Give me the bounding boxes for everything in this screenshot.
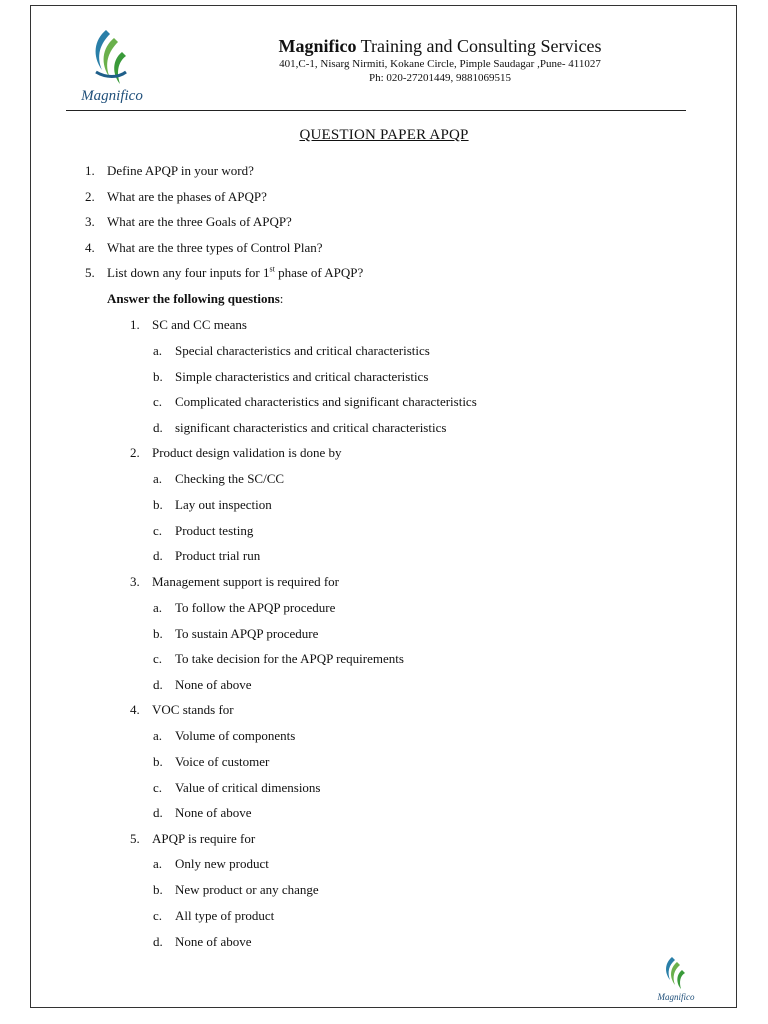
mcq-option: a. To follow the APQP procedure <box>153 600 336 615</box>
mcq-option: b. Voice of customer <box>153 754 270 769</box>
mcq-option: c. All type of product <box>153 908 275 923</box>
question-item: 4. What are the three types of Control Plan? <box>85 240 323 255</box>
mcq-option: a. Only new product <box>153 856 269 871</box>
magnifico-footer-logo <box>650 955 702 1003</box>
letterhead <box>200 35 680 85</box>
magnifico-logo <box>66 26 158 106</box>
question-item: 2. What are the phases of APQP? <box>85 189 267 204</box>
company-name: Magnifico Training and Consulting Services <box>278 36 602 56</box>
mcq-option: b. Lay out inspection <box>153 497 272 512</box>
mcq-question: 2. Product design validation is done by <box>130 445 342 460</box>
question-item: 3. What are the three Goals of APQP? <box>85 214 292 229</box>
mcq-option: c. To take decision for the APQP requirements <box>153 651 404 666</box>
page-title: QUESTION PAPER APQP <box>299 127 469 143</box>
mcq-option: d. significant characteristics and critical characteristics <box>153 420 447 435</box>
question-item: 5. List down any four inputs for 1st phase of APQP? <box>85 264 364 280</box>
mcq-option: d. None of above <box>153 805 252 820</box>
section-heading: Answer the following questions: <box>107 291 284 306</box>
mcq-option: c. Product testing <box>153 523 254 538</box>
mcq-question: 4. VOC stands for <box>130 702 234 717</box>
footer-logo-text: Magnifico <box>657 992 695 1002</box>
header-rule <box>66 110 686 111</box>
mcq-option: a. Special characteristics and critical characteristics <box>153 343 430 358</box>
mcq-option: c. Complicated characteristics and significant characteristics <box>153 394 477 409</box>
mcq-option: b. New product or any change <box>153 882 319 897</box>
company-address: 401,C-1, Nisarg Nirmiti, Kokane Circle, Pimple Saudagar ,Pune- 411027 <box>279 58 601 70</box>
mcq-option: a. Volume of components <box>153 728 296 743</box>
page-border <box>30 5 737 1008</box>
mcq-question: 1. SC and CC means <box>130 317 247 332</box>
mcq-option: d. None of above <box>153 677 252 692</box>
mcq-question: 5. APQP is require for <box>130 831 256 846</box>
mcq-option: a. Checking the SC/CC <box>153 471 285 486</box>
question-item: 1. Define APQP in your word? <box>85 163 254 178</box>
mcq-option: b. To sustain APQP procedure <box>153 626 319 641</box>
mcq-question: 3. Management support is required for <box>130 574 340 589</box>
company-phone: Ph: 020-27201449, 9881069515 <box>368 72 512 84</box>
mcq-option: d. None of above <box>153 934 252 949</box>
mcq-option: d. Product trial run <box>153 548 261 563</box>
mcq-option: c. Value of critical dimensions <box>153 780 321 795</box>
mcq-option: b. Simple characteristics and critical characteristics <box>153 369 429 384</box>
logo-text: Magnifico <box>81 88 143 104</box>
